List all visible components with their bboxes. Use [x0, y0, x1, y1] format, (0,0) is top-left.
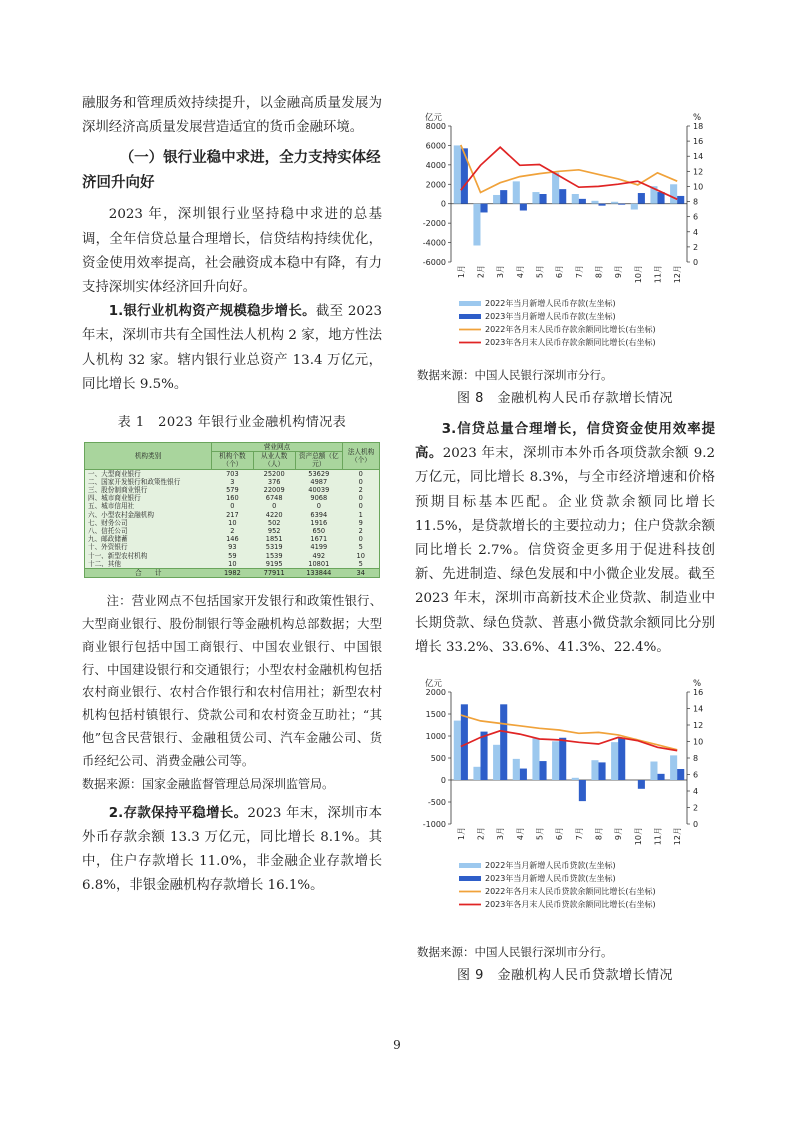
- paragraph-loans-lead: 3.信贷总量合理增长，信贷资金使用效率提高。: [415, 422, 715, 462]
- table-cell-value: 160: [212, 494, 254, 502]
- right-tick-label: 12: [693, 167, 704, 177]
- category-label: 1月: [456, 827, 466, 841]
- right-tick-label: 0: [693, 820, 699, 830]
- table-cell-value: 10: [212, 560, 254, 569]
- bar-2022: [591, 201, 598, 204]
- bar-2023: [481, 732, 488, 780]
- bar-2023: [481, 204, 488, 213]
- table-cell-value: 0: [343, 469, 380, 478]
- right-column: [415, 92, 715, 983]
- left-tick-label: -500: [427, 798, 446, 808]
- legend-swatch: [459, 876, 481, 881]
- category-label: 8月: [594, 827, 604, 841]
- right-tick-label: 2: [693, 242, 699, 252]
- category-label: 10月: [633, 827, 643, 846]
- category-label: 3月: [496, 265, 506, 279]
- table-cell-value: 59: [212, 552, 254, 560]
- total-assets: 133844: [295, 569, 342, 578]
- bar-2023: [638, 780, 645, 789]
- bar-2023: [520, 204, 527, 211]
- table-row: [85, 469, 380, 478]
- table-cell-value: 703: [212, 469, 254, 478]
- bar-2023: [540, 761, 547, 780]
- table-cell-value: 6394: [295, 511, 342, 519]
- header-category: 机构类别: [85, 443, 212, 470]
- right-tick-label: 10: [693, 182, 704, 192]
- category-label: 2月: [476, 827, 486, 841]
- table-cell-value: 146: [212, 535, 254, 543]
- table-cell-value: 492: [295, 552, 342, 560]
- table-cell-value: 1916: [295, 519, 342, 527]
- legend-label: 2022年各月末人民币存款余额同比增长(右坐标): [485, 325, 656, 334]
- bar-2023: [559, 189, 566, 204]
- paragraph-deposits-lead: 2.存款保持平稳增长。: [108, 805, 248, 821]
- bar-2022: [650, 762, 657, 780]
- left-tick-label: 1000: [425, 732, 446, 742]
- table-cell-value: 0: [212, 502, 254, 510]
- table-cell-value: 217: [212, 511, 254, 519]
- table-cell-category: 十、外资银行: [85, 543, 212, 551]
- left-tick-label: 2000: [425, 688, 446, 698]
- paragraph-deposits-text: 2023 年末，深圳市本外币存款余额 13.3 万亿元，同比增长 8.1%。其中，住户存款增长 11.0%，非金融企业存款增长 6.8%，非银金融机构存款增长 16.1%。: [82, 805, 382, 894]
- table-cell-value: 4987: [295, 478, 342, 486]
- figure-9-source: 数据来源：中国人民银行深圳市分行。: [417, 945, 613, 960]
- bar-2022: [572, 778, 579, 780]
- table-cell-category: 三、股份制商业银行: [85, 486, 212, 494]
- figure-8: [415, 92, 713, 361]
- bar-2022: [473, 204, 480, 246]
- table-cell-category: 十二、其他: [85, 560, 212, 569]
- bar-2022: [513, 759, 520, 780]
- table-cell-category: 十一、新型农村机构: [85, 552, 212, 560]
- category-label: 6月: [555, 827, 565, 841]
- bar-2022: [454, 721, 461, 780]
- category-label: 5月: [535, 265, 545, 279]
- figure-9-caption: 图 9 金融机构人民币贷款增长情况: [457, 968, 673, 984]
- category-label: 12月: [673, 265, 683, 284]
- right-tick-label: 8: [693, 197, 699, 207]
- left-column: [82, 92, 382, 898]
- table-row: [85, 502, 380, 510]
- table-title: 表 1 2023 年银行业金融机构情况表: [117, 415, 347, 431]
- bar-2022: [670, 184, 677, 203]
- bar-2023: [677, 769, 684, 780]
- table-cell-value: 2: [212, 527, 254, 535]
- table-row: [85, 511, 380, 519]
- table-row: [85, 552, 380, 560]
- table-cell-value: 0: [253, 502, 295, 510]
- legend-label: 2023年各月末人民币贷款余额同比增长(右坐标): [485, 900, 656, 910]
- table-cell-value: 6748: [253, 494, 295, 502]
- bar-2022: [513, 181, 520, 203]
- right-tick-label: 6: [693, 770, 699, 780]
- bar-2023: [599, 204, 606, 206]
- legend-label: 2023年当月新增人民币存款(左坐标): [485, 312, 616, 321]
- table-row: [85, 478, 380, 486]
- bar-2022: [552, 173, 559, 204]
- bar-2022: [611, 202, 618, 204]
- bar-2023: [638, 193, 645, 204]
- header-staff: 从业人数（人）: [253, 452, 295, 469]
- table-cell-value: 0: [343, 535, 380, 543]
- right-tick-label: 16: [693, 688, 704, 698]
- category-label: 11月: [653, 827, 663, 846]
- bar-2022: [532, 738, 539, 780]
- loan-chart: [415, 672, 713, 934]
- table-cell-value: 10: [212, 519, 254, 527]
- table-row: [85, 560, 380, 569]
- bar-2023: [500, 190, 507, 204]
- right-tick-label: 16: [693, 137, 704, 147]
- category-label: 12月: [673, 827, 683, 846]
- table-cell-value: 0: [295, 502, 342, 510]
- table-cell-category: 七、财务公司: [85, 519, 212, 527]
- legend-label: 2022年当月新增人民币存款(左坐标): [485, 299, 616, 308]
- left-tick-label: 8000: [425, 122, 446, 131]
- table-row: [85, 519, 380, 527]
- left-unit-label: 亿元: [425, 113, 443, 123]
- legend-swatch: [459, 863, 481, 868]
- bar-2022: [493, 745, 500, 780]
- left-tick-label: 1500: [425, 710, 446, 720]
- table-note: 注：营业网点不包括国家开发银行和政策性银行、大型商业银行、股份制银行等金融机构总部数据；大型商业银行包括中国工商银行、中国农业银行、中国银行、中国建设银行和交通银行；小型农村金融机构包括农村商业银行、农村合作银行和农村信用社；新型农村机构包括村镇银行、贷款公司和农村资金互助社；“其他”包含民营银行、金融租赁公司、汽车金融公司、货币经纪公司、消费金融公司等。: [82, 594, 382, 768]
- bar-2022: [591, 760, 598, 780]
- right-tick-label: 4: [693, 227, 699, 237]
- bar-2022: [473, 767, 480, 780]
- table-cell-value: 376: [253, 478, 295, 486]
- right-unit-label: %: [693, 113, 702, 123]
- legend-label: 2023年当月新增人民币贷款(左坐标): [485, 874, 616, 884]
- section-heading: （一）银行业稳中求进，全力支持实体经济回升向好: [82, 150, 381, 191]
- left-tick-label: -2000: [422, 219, 446, 229]
- bar-2023: [579, 199, 586, 204]
- table-cell-category: 八、信托公司: [85, 527, 212, 535]
- left-tick-label: 6000: [425, 141, 446, 151]
- category-label: 2月: [476, 265, 486, 279]
- right-tick-label: 6: [693, 212, 699, 222]
- line-2022: [461, 145, 677, 193]
- paragraph-assets: [82, 300, 382, 397]
- bar-2023: [520, 769, 527, 780]
- page-number: 9: [393, 1038, 401, 1052]
- header-outlets: 营业网点: [212, 443, 343, 452]
- deposit-chart: [415, 92, 713, 357]
- table-cell-value: 4220: [253, 511, 295, 519]
- table-cell-value: 1539: [253, 552, 295, 560]
- total-legal: 34: [343, 569, 380, 578]
- paragraph-loans-text: 2023 年末，深圳市本外币各项贷款余额 9.2 万亿元，同比增长 8.3%，与全市经济增速和价格预期目标基本匹配。企业贷款余额同比增长 11.5%，是贷款增长的主要拉动力；住户贷款余额同比增长 2.7%。信贷资金更多用于促进科技创新、先进制造、绿色发展和中小微企业发展。截至 2023 年末，深圳市高新技术企业贷款、制造业中长期贷款、绿色贷款、普惠小微贷款余额同比分别增长 33.2%、33.6%、41.3%、22.4%。: [415, 446, 716, 655]
- paragraph-deposits: [82, 802, 382, 899]
- table-cell-value: 40039: [295, 486, 342, 494]
- category-label: 8月: [594, 265, 604, 279]
- table-cell-value: 9: [343, 519, 380, 527]
- table-cell-value: 0: [343, 502, 380, 510]
- category-label: 4月: [515, 265, 525, 279]
- category-label: 7月: [574, 265, 584, 279]
- table-cell-value: 10801: [295, 560, 342, 569]
- table-cell-value: 4199: [295, 543, 342, 551]
- bar-2022: [611, 742, 618, 780]
- category-label: 9月: [614, 827, 624, 841]
- bar-2023: [658, 774, 665, 780]
- table-cell-value: 1: [343, 511, 380, 519]
- table-cell-category: 六、小型农村金融机构: [85, 511, 212, 519]
- left-tick-label: 0: [440, 199, 446, 209]
- paragraph-assets-lead: 1.银行业机构资产规模稳步增长。: [108, 304, 316, 320]
- bar-2023: [540, 194, 547, 204]
- table-cell-category: 一、大型商业银行: [85, 469, 212, 478]
- header-assets: 资产总额（亿元）: [295, 452, 342, 469]
- table-cell-value: 1851: [253, 535, 295, 543]
- table-cell-category: 五、城市信用社: [85, 502, 212, 510]
- left-tick-label: -1000: [422, 820, 446, 830]
- table-row: [85, 543, 380, 551]
- table-cell-value: 53629: [295, 469, 342, 478]
- figure-9: [415, 672, 713, 938]
- right-tick-label: 2: [693, 803, 699, 813]
- table-cell-value: 3: [212, 478, 254, 486]
- table-cell-value: 10: [343, 552, 380, 560]
- table-cell-value: 25200: [253, 469, 295, 478]
- table-cell-category: 四、城市商业银行: [85, 494, 212, 502]
- left-tick-label: 500: [430, 754, 446, 764]
- total-staff: 77911: [253, 569, 295, 578]
- table-cell-category: 二、国家开发银行和政策性银行: [85, 478, 212, 486]
- header-legal: 法人机构（个）: [343, 443, 380, 470]
- bar-2023: [500, 704, 507, 780]
- bar-2022: [532, 192, 539, 204]
- table-cell-value: 9068: [295, 494, 342, 502]
- bar-2023: [599, 762, 606, 780]
- left-unit-label: 亿元: [425, 679, 443, 690]
- right-tick-label: 10: [693, 737, 704, 747]
- bar-2022: [670, 755, 677, 780]
- legend-label: 2023年各月末人民币存款余额同比增长(右坐标): [485, 338, 656, 347]
- category-label: 1月: [456, 265, 466, 279]
- legend-label: 2022年当月新增人民币贷款(左坐标): [485, 861, 616, 871]
- bar-2023: [579, 780, 586, 801]
- category-label: 11月: [653, 265, 663, 284]
- bar-2022: [572, 194, 579, 204]
- table-cell-value: 2: [343, 486, 380, 494]
- paragraph-loans: [415, 418, 715, 660]
- right-unit-label: %: [693, 679, 702, 690]
- right-tick-label: 8: [693, 754, 699, 764]
- table-cell-value: 579: [212, 486, 254, 494]
- right-tick-label: 4: [693, 787, 699, 797]
- right-tick-label: 12: [693, 721, 704, 731]
- bar-2023: [677, 196, 684, 204]
- category-label: 5月: [535, 827, 545, 841]
- intro-paragraph: 融服务和管理质效持续提升，以金融高质量发展为深圳经济高质量发展营造适宜的货币金融环境。: [82, 96, 382, 136]
- paragraph-banking-overview: 2023 年，深圳银行业坚持稳中求进的总基调，全年信贷总量合理增长，信贷结构持续优化，资金使用效率提高，社会融资成本稳中有降，有力支持深圳实体经济回升向好。: [82, 207, 382, 296]
- table-cell-value: 9195: [253, 560, 295, 569]
- right-tick-label: 14: [693, 704, 704, 714]
- category-label: 7月: [574, 827, 584, 841]
- right-tick-label: 14: [693, 152, 704, 162]
- bank-institution-table: [84, 442, 380, 578]
- right-tick-label: 18: [693, 122, 704, 131]
- total-label: 合 计: [85, 569, 212, 578]
- table-row: [85, 535, 380, 543]
- figure-8-source: 数据来源：中国人民银行深圳市分行。: [417, 368, 613, 382]
- table-cell-value: 650: [295, 527, 342, 535]
- paragraph-assets-text: 截至 2023 年末，深圳市共有全国性法人机构 2 家，地方性法人机构 32 家。辖内银行业总资产 13.4 万亿元，同比增长 9.5%。: [82, 304, 382, 392]
- legend-swatch: [459, 314, 481, 319]
- total-count: 1982: [212, 569, 254, 578]
- table-cell-value: 5: [343, 543, 380, 551]
- table-cell-value: 5: [343, 560, 380, 569]
- bar-2022: [552, 741, 559, 780]
- category-label: 4月: [515, 827, 525, 841]
- table-cell-value: 502: [253, 519, 295, 527]
- table-source: 数据来源：国家金融监督管理总局深圳监管局。: [82, 776, 335, 791]
- left-tick-label: -6000: [422, 258, 446, 267]
- line-2023: [461, 147, 677, 199]
- table-row: [85, 527, 380, 535]
- table-cell-value: 0: [343, 494, 380, 502]
- figure-8-caption: 图 8 金融机构人民币存款增长情况: [457, 391, 673, 406]
- category-label: 9月: [614, 265, 624, 279]
- bar-2023: [618, 204, 625, 205]
- bar-2022: [493, 195, 500, 204]
- category-label: 10月: [633, 265, 643, 284]
- header-count: 机构个数（个）: [212, 452, 254, 469]
- bar-2022: [631, 204, 638, 210]
- category-label: 6月: [555, 265, 565, 279]
- table-cell-value: 93: [212, 543, 254, 551]
- table-cell-value: 22009: [253, 486, 295, 494]
- bar-2023: [618, 738, 625, 780]
- table-total-row: [85, 569, 380, 578]
- bar-2023: [461, 148, 468, 203]
- table-cell-category: 九、邮政储蓄: [85, 535, 212, 543]
- right-tick-label: 0: [693, 258, 699, 267]
- bar-2022: [454, 145, 461, 203]
- left-tick-label: 2000: [425, 180, 446, 190]
- category-label: 3月: [496, 827, 506, 841]
- bar-2023: [559, 738, 566, 780]
- table-cell-value: 5319: [253, 543, 295, 551]
- legend-label: 2022年各月末人民币贷款余额同比增长(右坐标): [485, 887, 656, 897]
- table-cell-value: 1671: [295, 535, 342, 543]
- left-tick-label: 4000: [425, 160, 446, 170]
- table-cell-value: 952: [253, 527, 295, 535]
- table-cell-value: 2: [343, 527, 380, 535]
- left-tick-label: -4000: [422, 238, 446, 248]
- left-tick-label: 0: [440, 776, 446, 786]
- legend-swatch: [459, 301, 481, 306]
- table-body: [85, 469, 380, 568]
- table-cell-value: 0: [343, 478, 380, 486]
